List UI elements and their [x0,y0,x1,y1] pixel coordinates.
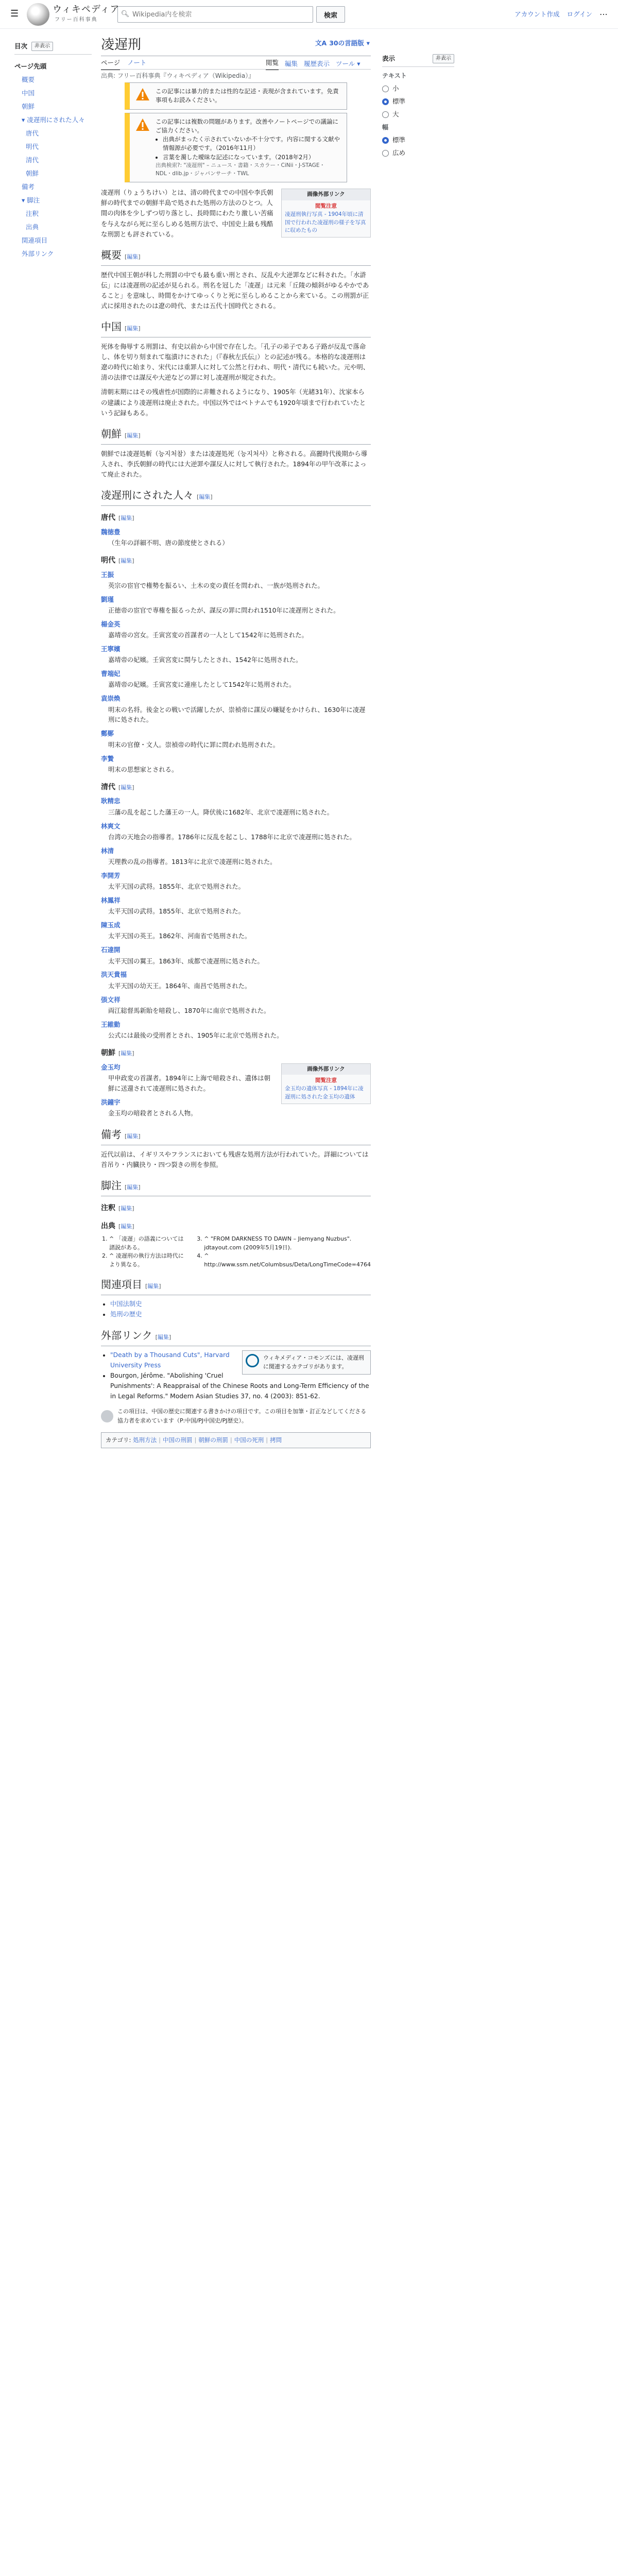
gaiyou-paragraph: 歴代中国王朝が科した刑罰の中でも最も重い刑とされ、反乱や大逆罪などに科された。「水滸伝」には凌遅刑の記述が見られる。刑名を冠した「凌遅」は元来「丘陵の傾斜がゆるやかであること」を意味し、時間をかけてゆっくりと死に至らしめることから来ている。この刑罰が正式に採用されたのは遼の時代、または五代十国時代とされる。 [101,270,369,310]
lead-paragraph: 凌遅刑（りょうちけい）とは、清の時代までの中国や李氏朝鮮の時代までの朝鮮半島で処された処刑の方法のひとつ。人間の肉体を少しずつ切り落とし、長時間にわたり激しい苦痛を与えながら死に至らしめる処刑方法で、中国史上最も残酷な刑罰とも評されている。 [101,189,273,238]
edit-link[interactable]: 編集 [147,1283,159,1290]
radio-icon [382,86,389,92]
korea-paragraph: 朝鮮では凌遅処斬（능지처참）または凌遅処死（능지처사）と称される。高麗時代後期から導入され、李氏朝鮮の時代には大逆罪や謀反人に対して執行された。1894年の甲午改革によって廃止された。 [101,449,368,478]
text-size-small[interactable]: 小 [382,83,454,94]
person-name-link[interactable]: 王維勤 [101,1020,121,1028]
person-entry [101,570,371,580]
edit-link[interactable]: 編集 [127,1184,139,1191]
appearance-title: 表示 [382,55,396,62]
toc-item[interactable]: 外部リンク [22,250,54,258]
external-image-link[interactable]: 金玉均の遺体写真 - 1894年に凌遅刑に処された金玉均の遺体 [285,1086,364,1100]
toc-list [14,60,92,261]
edit-link[interactable]: 編集 [121,784,132,791]
person-entry [101,619,371,630]
person-entry [101,846,371,856]
toc-sidebar [14,41,92,261]
person-name-link[interactable]: 楊金英 [101,620,121,628]
external-image-title: 画像外部リンク [282,1064,370,1075]
references-list [101,1235,371,1269]
person-description: 両江総督馬新貽を暗殺し、1870年に南京で処刑された。 [108,1007,270,1014]
person-name-link[interactable]: 曹端妃 [101,670,121,678]
toc-item[interactable]: 出典 [26,223,39,231]
radio-selected-icon [382,98,389,105]
person-name-link[interactable]: 李贄 [101,754,114,762]
toc-item[interactable]: 清代 [26,156,39,164]
issues-ambox [125,113,347,183]
login-link[interactable]: ログイン [566,10,592,18]
reference-item[interactable]: 4. ^ http://www.ssm.net/Columbsus/Deta/LongTimeCode=4764 [204,1252,371,1269]
person-name-link[interactable]: 張文祥 [101,995,121,1004]
category-label[interactable]: カテゴリ: [106,1436,131,1444]
commons-logo-icon [246,1354,259,1367]
category-links [101,1432,371,1448]
issues-lead: この記事には複数の問題があります。改善やノートページでの議論にご協力ください。 [156,117,339,134]
china-paragraph-2: 清朝末期にはその残虐性が国際的に非難されるようになり、1905年（光緒31年）、沈家本らの建議により凌遅刑は廃止された。中国以外ではベトナムでも1920年頃まで行われていたという記録もある。 [101,388,366,417]
category-link[interactable]: 中国の死刑 [234,1436,264,1444]
appearance-panel [382,54,454,161]
subsection-heading-annotations: 注釈 [編集] [101,1204,134,1212]
width-label: 幅 [382,124,389,131]
toc-item[interactable]: ▾ 凌遅刑にされた人々 [22,116,85,124]
person-description: 甲申政変の首謀者。1894年に上海で暗殺され、遺体は朝鮮に送還されて凌遅刑に処された。 [108,1074,270,1092]
source-search-note[interactable]: 出典検索?: "凌遅刑" – ニュース・書籍・スカラー・CiNii・J-STAGE・NDL・dlib.jp・ジャパンサーチ・TWL [156,162,325,177]
person-name-link[interactable]: 石達開 [101,946,121,954]
edit-link[interactable]: 編集 [157,1334,169,1341]
language-icon: 文A [315,39,327,47]
person-name-link[interactable]: 金玉均 [101,1063,121,1071]
person-description: 英宗の宦官で権勢を振るい、土木の変の責任を問われ、一族が処刑された。 [108,582,324,589]
create-account-link[interactable]: アカウント作成 [514,10,560,18]
toc-item[interactable]: 朝鮮 [26,170,39,177]
viewer-discretion-label: 閲覧注意 [315,1077,337,1084]
article-content [101,80,371,1448]
category-separator: | [159,1436,161,1444]
person-entry [101,644,371,654]
category-link[interactable]: 処刑方法 [133,1436,157,1444]
view-tabs [266,58,360,70]
subsection-heading-tang: 唐代 [編集] [101,514,134,522]
toc-item[interactable]: 概要 [22,76,35,83]
radio-selected-icon [382,137,389,144]
person-entry [101,796,371,806]
external-image-box-2 [281,1063,371,1104]
external-citation: • Bourgon, Jérôme. "Abolishing 'Cruel Punishments': A Reappraisal of the Chinese Roots and Long-Term Efficiency of the in Legal Reforms." Modern Asian Studies 37, no. 4 (2003): 851-62. [110,1371,371,1402]
person-name-link[interactable]: 鄭鄤 [101,730,114,738]
person-description: 三藩の乱を起こした藩王の一人。降伏後に1682年、北京で凌遅刑に処された。 [108,808,334,816]
text-size-large[interactable]: 大 [382,109,454,120]
logo-tagline: フリー百科事典 [55,17,98,23]
external-image-box [281,189,371,238]
external-image-title: 画像外部リンク [282,189,370,200]
person-entry [101,995,371,1005]
chevron-down-icon: ▾ [366,39,370,47]
person-description: 公式には最後の受刑者とされ、1905年に北京で処刑された。 [108,1032,283,1040]
person-entry [101,728,371,739]
toc-item[interactable]: 関連項目 [22,236,48,244]
section-heading-people: 凌遅刑にされた人々 [編集] [101,488,371,506]
stub-notice [101,1407,371,1426]
toc-item[interactable]: 唐代 [26,129,39,137]
edit-link[interactable]: 編集 [121,557,132,564]
section-heading-notes: 脚注 [編集] [101,1178,371,1196]
edit-link[interactable]: 編集 [127,1132,139,1140]
section-heading-china: 中国 [編集] [101,319,371,337]
warning-ambox [125,82,347,110]
category-link[interactable]: 拷問 [270,1436,282,1444]
person-entry [101,945,371,955]
toc-hide-button[interactable]: 非表示 [31,42,53,51]
edit-link[interactable]: 編集 [199,494,211,501]
people-list-tang [101,527,371,549]
references-col-2 [196,1235,371,1269]
person-description: 明末の官僚・文人。崇禎帝の時代に罪に問われ処刑された。 [108,741,280,749]
toc-item[interactable]: 中国 [22,89,35,97]
person-description: 嘉靖帝の妃嬪。壬寅宮変に関与したとされ、1542年に処刑された。 [108,656,302,664]
edit-link[interactable]: 編集 [121,515,132,522]
tab-tools[interactable]: ツール ▾ [336,60,360,67]
related-link[interactable]: 処刑の歴史 [110,1311,142,1318]
person-description: 太平天国の武将。1855年、北京で処刑された。 [108,883,245,891]
person-name-link[interactable]: 洪鐘宇 [101,1098,121,1106]
tab-read[interactable]: 閲覧 [266,58,279,70]
language-label: 30の言語版 [329,39,364,47]
search-input[interactable] [132,7,313,22]
section-heading-korea: 朝鮮 [編集] [101,427,371,445]
category-separator: | [194,1436,197,1444]
radio-icon [382,111,389,118]
person-description: 金玉均の暗殺者とされる人物。 [108,1109,197,1117]
main-menu-icon[interactable]: ☰ [10,8,19,19]
section-heading-gaiyou: 概要 [編集] [101,248,371,266]
related-list [101,1299,371,1320]
person-entry [101,595,371,605]
person-name-link[interactable]: 林鳳祥 [101,896,121,904]
external-link[interactable]: "Death by a Thousand Cuts", Harvard University Press [110,1351,230,1369]
page-title: 凌遅刑 [101,37,142,53]
person-name-link[interactable]: 王振 [101,570,114,579]
person-entry [101,1020,371,1030]
section-heading-bikou: 備考 [編集] [101,1127,371,1145]
wikipedia-logo[interactable] [27,3,49,26]
more-options-icon[interactable]: ⋯ [599,9,608,19]
toc-item[interactable]: ▾ 脚注 [22,196,40,204]
person-description: 太平天国の幼天王。1864年、南昌で処刑された。 [108,982,251,990]
issue-item: • 言葉を濁した曖昧な記述になっています。（2018年2月） [163,153,341,162]
people-list-qing [101,796,371,1041]
person-name-link[interactable]: 李開芳 [101,871,121,879]
reference-item[interactable]: 3. ^ "FROM DARKNESS TO DAWN – Jiemyang Nuzbus". jdtayout.com (2009年5月19日). [204,1235,371,1252]
search-button[interactable]: 検索 [316,6,345,23]
person-name-link[interactable]: 林清 [101,846,114,855]
person-name-link[interactable]: 陳玉成 [101,921,121,929]
person-entry [101,693,371,704]
subsection-heading-sources: 出典 [編集] [101,1222,134,1230]
category-separator: | [230,1436,232,1444]
person-entry [101,527,371,537]
person-description: 太平天国の英王。1862年、河南省で処刑された。 [108,933,251,940]
person-name-link[interactable]: 林爽文 [101,822,121,830]
person-entry [101,871,371,881]
reference-item[interactable]: 1. ^ 「凌遅」の語義については諸説がある。 [109,1235,186,1252]
person-entry [101,821,371,832]
person-description: 明末の思想家とされる。 [108,766,178,773]
stub-text: この項目は、中国の歴史に関連する書きかけの項目です。この項目を加筆・訂正などしてくださる協力者を求めています（P:中国/PJ中国史/PJ歴史）。 [117,1408,367,1424]
person-entry [101,970,371,980]
edit-link[interactable]: 編集 [127,325,139,332]
namespace-tabs [101,58,146,70]
toc-title: 目次 [14,42,28,50]
person-description: 天理教の乱の指導者。1813年に北京で凌遅刑に処された。 [108,858,277,866]
toc-item[interactable]: 注釈 [26,210,39,217]
text-size-label: テキスト [382,72,407,79]
stub-icon [101,1410,113,1422]
person-entry [101,669,371,679]
person-description: 嘉靖帝の妃嬪。壬寅宮変に連座したとして1542年に処刑された。 [108,681,296,689]
edit-link[interactable]: 編集 [121,1049,132,1057]
subsection-heading-chosen: 朝鮮 [編集] [101,1048,134,1057]
commons-text[interactable]: ウィキメディア・コモンズには、凌遅刑に関連するカテゴリがあります。 [263,1354,364,1370]
person-name-link[interactable]: 劉瑾 [101,595,114,603]
person-name-link[interactable]: 袁崇煥 [101,694,121,703]
viewer-discretion-label: 閲覧注意 [315,203,337,209]
width-standard[interactable]: 標準 [382,135,454,145]
edit-link[interactable]: 編集 [121,1205,132,1212]
edit-link[interactable]: 編集 [121,1223,132,1230]
appearance-hide-button[interactable]: 非表示 [433,54,454,63]
toc-item[interactable]: 明代 [26,143,39,150]
person-description: （生年の詳細不明、唐の節度使とされる） [108,539,229,547]
edit-link[interactable]: 編集 [127,253,139,260]
section-heading-external: 外部リンク [編集] [101,1328,371,1346]
category-link[interactable]: 中国の刑罰 [162,1436,193,1444]
person-description: 嘉靖帝の宮女。壬寅宮変の首謀者の一人として1542年に処刑された。 [108,632,308,639]
person-name-link[interactable]: 耿精忠 [101,797,121,805]
bikou-paragraph: 近代以前は、イギリスやフランスにおいても残虐な処刑方法が行われていた。詳細については首吊り・内臓抉り・四つ裂きの刑を参照。 [101,1150,369,1168]
warning-text: この記事には暴力的または性的な記述・表現が含まれています。免責事項もお読みください。 [156,88,339,104]
related-link[interactable]: 中国法制史 [110,1300,142,1308]
tab-history[interactable]: 履歴表示 [304,60,330,67]
text-size-standard[interactable]: 標準 [382,96,454,107]
external-image-link[interactable]: 凌遅刑執行写真 - 1904年頃に清国で行われた凌遅刑の様子を写真に収めたもの [285,211,366,234]
person-description: 太平天国の翼王。1863年、成都で凌遅刑に処された。 [108,957,264,965]
person-description: 太平天国の武将。1855年、北京で処刑された。 [108,908,245,916]
category-separator: | [266,1436,268,1444]
china-paragraph-1: 死体を侮辱する刑罰は、有史以前から中国で存在した。「孔子の弟子である子路が反乱で落命し、体を切り刻まれて塩漬けにされた」（『春秋左氏伝』）との記述が残る。本格的な凌遅刑は遼の時代に始まり、宋代には重罪人に対して公然と行われ、明代・清代にも続いた。元や明、清の法律では謀反や大逆などの罪に対し凌遅刑が規定された。 [101,343,370,382]
search-box [117,6,313,23]
issue-item: • 出典がまったく示されていないか不十分です。内容に関する文献や情報源が必要です。（2016年11月） [163,135,341,153]
tab-page[interactable]: ページ [101,58,120,70]
commons-box [242,1350,371,1375]
toc-item[interactable]: ページ先頭 [14,62,47,70]
language-button[interactable] [315,38,372,48]
references-col-1 [101,1235,186,1269]
radio-icon [382,150,389,157]
edit-link[interactable]: 編集 [127,432,139,439]
user-links [514,9,608,20]
tab-talk[interactable]: ノート [127,59,147,66]
width-wide[interactable]: 広め [382,148,454,158]
subsection-heading-qing: 清代 [編集] [101,783,134,791]
search-icon: 🔍︎ [121,10,130,18]
people-list-ming [101,570,371,775]
subsection-heading-ming: 明代 [編集] [101,556,134,565]
toc-header [14,41,92,55]
site-header [0,0,618,29]
toc-item[interactable]: 朝鮮 [22,103,35,110]
category-link[interactable]: 朝鮮の刑罰 [198,1436,228,1444]
warning-triangle-icon [135,87,150,101]
person-description: 台湾の天地会の指導者。1786年に反乱を起こし、1788年に北京で凌遅刑に処された。 [108,833,356,841]
warning-triangle-icon [135,117,150,132]
issues-list [156,135,341,162]
person-name-link[interactable]: 王寧嬪 [101,645,121,653]
toc-item[interactable]: 備考 [22,183,35,191]
person-name-link[interactable]: 洪天貴福 [101,971,127,979]
person-entry [101,895,371,906]
person-description: 正徳帝の宦官で専権を振るったが、謀反の罪に問われ1510年に凌遅刑とされた。 [108,606,340,614]
logo-wordmark[interactable]: ウィキペディア [53,4,120,15]
section-heading-related: 関連項目 [編集] [101,1277,371,1295]
person-name-link[interactable]: 魏徳豊 [101,528,121,536]
from-line: 出典: フリー百科事典『ウィキペディア（Wikipedia）』 [101,72,255,79]
person-entry [101,754,371,764]
tab-edit[interactable]: 編集 [285,60,298,67]
person-entry [101,920,371,930]
reference-item[interactable]: 2. ^ 凌遅刑の執行方法は時代により異なる。 [109,1252,186,1269]
person-description: 明末の名将。後金との戦いで活躍したが、崇禎帝に謀反の嫌疑をかけられ、1630年に凌遅刑に処された。 [108,706,366,724]
